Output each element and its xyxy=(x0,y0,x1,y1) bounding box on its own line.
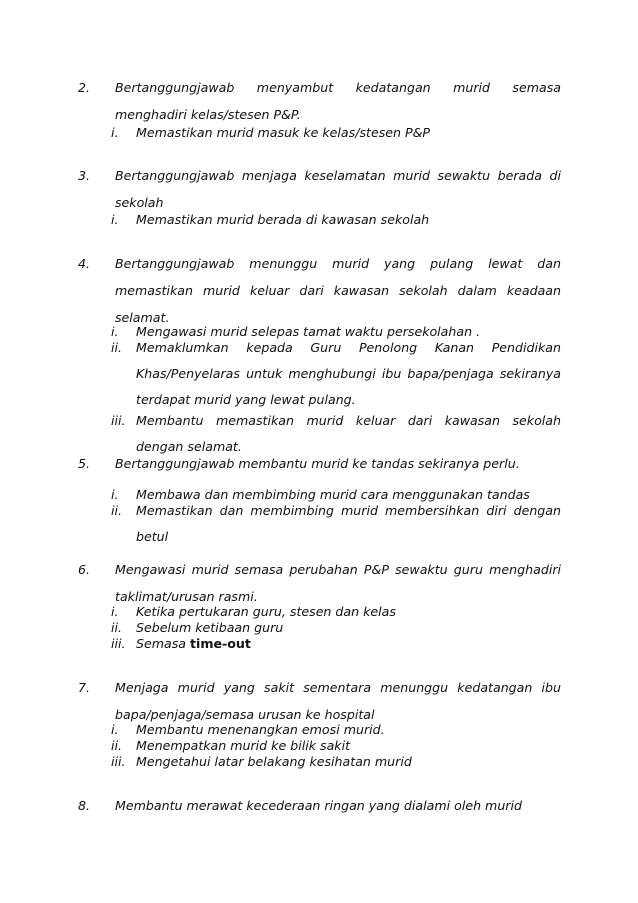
time-out-term: time-out xyxy=(190,636,251,651)
sub-item xyxy=(111,738,561,754)
sub-list xyxy=(111,125,561,141)
sub-text: Membantu menenangkan emosi murid. xyxy=(136,722,385,737)
sub-text: Semasa xyxy=(136,636,187,651)
item-text: Bertanggungjawab menunggu murid yang pulang lewat dan memastikan murid keluar dari kawasan sekolah dalam keadaan selamat. xyxy=(115,256,561,325)
sub-item xyxy=(111,498,561,550)
sub-roman: iii. xyxy=(111,636,126,651)
sub-text: Memaklumkan kepada Guru Penolong Kanan Pendidikan Khas/Penyelaras untuk menghubungi ibu bapa/penjaga sekiranya terdapat murid yang lewat pulang. xyxy=(136,340,561,407)
sub-text: Membantu memastikan murid keluar dari kawasan sekolah dengan selamat. xyxy=(136,413,561,454)
sub-list xyxy=(111,324,561,460)
sub-text: Memastikan murid masuk ke kelas/stesen P&P xyxy=(136,125,430,140)
sub-list xyxy=(111,212,561,228)
item-text: Bertanggungjawab menyambut kedatangan murid semasa menghadiri kelas/stesen P&P. xyxy=(115,80,561,122)
sub-roman: i. xyxy=(111,212,119,227)
sub-roman: i. xyxy=(111,722,119,737)
item-number: 4. xyxy=(78,256,91,271)
sub-item xyxy=(111,754,561,770)
item-text: Membantu merawat kecederaan ringan yang dialami oleh murid xyxy=(115,798,522,813)
sub-roman: iii. xyxy=(111,754,126,769)
sub-list xyxy=(111,487,561,550)
sub-list xyxy=(111,722,561,770)
sub-item xyxy=(111,636,561,652)
sub-roman: i. xyxy=(111,324,119,339)
item-number: 5. xyxy=(78,456,91,471)
item-number: 2. xyxy=(78,80,91,95)
sub-roman: i. xyxy=(111,604,119,619)
item-number: 3. xyxy=(78,168,91,183)
sub-item xyxy=(111,335,561,413)
sub-text: Memastikan dan membimbing murid membersihkan diri dengan betul xyxy=(136,503,561,544)
item-number: 7. xyxy=(78,680,91,695)
sub-list xyxy=(111,604,561,652)
sub-roman: i. xyxy=(111,487,119,502)
sub-text: Menempatkan murid ke bilik sakit xyxy=(136,738,351,753)
sub-text: Membawa dan membimbing murid cara menggunakan tandas xyxy=(136,487,530,502)
sub-roman: ii. xyxy=(111,620,123,635)
item-number: 8. xyxy=(78,798,91,813)
sub-item xyxy=(111,722,561,738)
sub-roman: ii. xyxy=(111,738,123,753)
sub-text: Ketika pertukaran guru, stesen dan kelas xyxy=(136,604,396,619)
item-text: Bertanggungjawab menjaga keselamatan murid sewaktu berada di sekolah xyxy=(115,168,561,210)
item-text: Mengawasi murid semasa perubahan P&P sewaktu guru menghadiri taklimat/urusan rasmi. xyxy=(115,562,561,604)
sub-roman: iii. xyxy=(111,413,126,428)
sub-item xyxy=(111,604,561,620)
sub-item xyxy=(111,212,561,228)
sub-roman: ii. xyxy=(111,503,123,518)
sub-item xyxy=(111,125,561,141)
sub-text: Mengawasi murid selepas tamat waktu persekolahan . xyxy=(136,324,481,339)
item-number: 6. xyxy=(78,562,91,577)
item-text: Menjaga murid yang sakit sementara menunggu kedatangan ibu bapa/penjaga/semasa urusan ke hospital xyxy=(115,680,561,722)
item-text: Bertanggungjawab membantu murid ke tandas sekiranya perlu. xyxy=(115,456,520,471)
sub-text: Memastikan murid berada di kawasan sekolah xyxy=(136,212,430,227)
sub-roman: i. xyxy=(111,125,119,140)
sub-text: Mengetahui latar belakang kesihatan murid xyxy=(136,754,412,769)
sub-text: Sebelum ketibaan guru xyxy=(136,620,284,635)
sub-roman: ii. xyxy=(111,340,123,355)
sub-item xyxy=(111,620,561,636)
